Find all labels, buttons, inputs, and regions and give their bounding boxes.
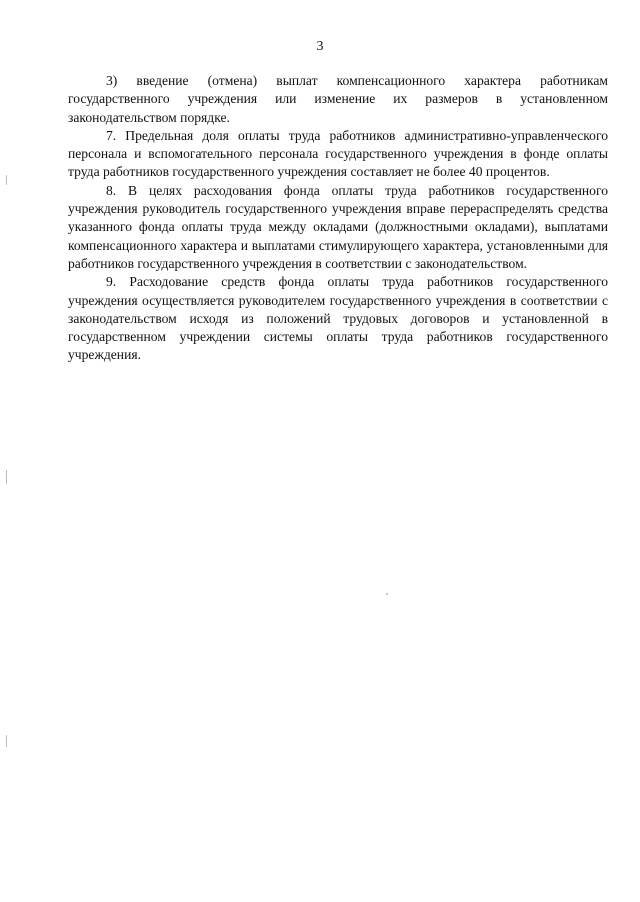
- paragraph-8-fund-redistribution: 8. В целях расходования фонда оплаты труда работников государственного учреждения руководитель государственного учреждения вправе перераспределять средства указанного фонда оплаты труда между окладами (должностными окладами), выплатами компенсационного характера и выплатами стимулирующего характера, установленными для работников государственного учреждения в соответствии с законодательством.: [68, 182, 608, 271]
- paragraph-9-fund-spending: 9. Расходование средств фонда оплаты труда работников государственного учреждения осуществляется руководителем государственного учреждения в соответствии с законодательством исходя из положений трудовых договоров и установленной в государственном учреждении системы оплаты труда работников государственного учреждения.: [68, 274, 608, 363]
- scan-edge-mark: [6, 470, 7, 484]
- document-body: [68, 72, 608, 365]
- page-number: 3: [316, 39, 324, 54]
- paragraph-3-compensation-payments: 3) введение (отмена) выплат компенсационного характера работникам государственного учреждения или изменение их размеров в установленном законодательством порядке.: [68, 73, 608, 125]
- scan-speck: [386, 593, 388, 595]
- scan-edge-mark: [6, 735, 7, 747]
- scan-edge-mark: [6, 175, 7, 185]
- paragraph-7-admin-staff-share: 7. Предельная доля оплаты труда работников административно-управленческого персонала и вспомогательного персонала государственного учреждения в фонде оплаты труда работников государственного учреждения составляет не более 40 процентов.: [68, 127, 608, 180]
